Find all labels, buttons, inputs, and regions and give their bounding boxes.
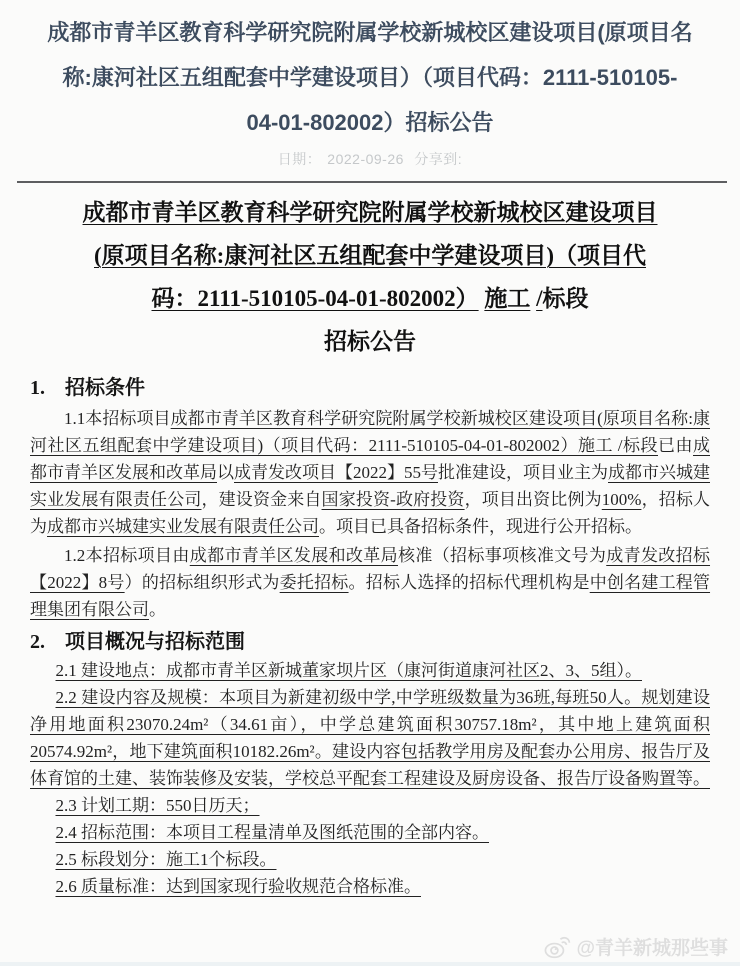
weibo-icon <box>543 935 571 959</box>
paragraph-1-2: 1.2本招标项目由成都市青羊区发展和改革局核准（招标事项核准文号为成青发改招标【2022】8号）的招标组织形式为委托招标。招标人选择的招标代理机构是中创名建工程管理集团有限公司。 <box>30 546 711 619</box>
paragraph-1-1: 1.1本招标项目成都市青羊区教育科学研究院附属学校新城校区建设项目(原项目名称:康河社区五组配套中学建设项目)（项目代码：2111-510105-04-01-802002）施工 /标段已由成都市青羊区发展和改革局以成青发改项目【2022】55号批准建设，项目业主为成都市兴城建实业发展有限责任公司，建设资金来自国家投资-政府投资，项目出资比例为100%，招标人为成都市兴城建实业发展有限责任公司。项目已具备招标条件，现进行公开招标。 <box>30 409 711 536</box>
watermark-text: @青羊新城那些事 <box>576 938 728 959</box>
date-value: 2022-09-26 <box>327 151 404 167</box>
page-title: 成都市青羊区教育科学研究院附属学校新城校区建设项目(原项目名 称:康河社区五组配套中学建设项目）（项目代码：2111-510105- 04-01-802002）招标公告 <box>47 20 693 135</box>
item-2-3: 2.3 计划工期：550日历天； <box>55 796 260 815</box>
announcement-header <box>0 0 740 169</box>
document-title: 成都市青羊区教育科学研究院附属学校新城校区建设项目 (原项目名称:康河社区五组配套中学建设项目)（项目代 码：2111-510105-04-01-802002） 施工 /标段 招标公告 <box>82 200 658 354</box>
dateline <box>0 149 740 169</box>
bottom-edge-strip <box>0 962 740 966</box>
section-1-heading: 1. 招标条件 <box>30 377 145 399</box>
document-body <box>0 191 740 900</box>
header-divider <box>17 181 727 183</box>
item-2-6: 2.6 质量标准：达到国家现行验收规范合格标准。 <box>55 877 421 896</box>
item-2-5: 2.5 标段划分：施工1个标段。 <box>55 850 277 869</box>
item-2-1: 2.1 建设地点：成都市青羊区新城董家坝片区（康河街道康河社区2、3、5组）。 <box>55 661 642 680</box>
watermark <box>543 933 728 960</box>
item-2-4: 2.4 招标范围：本项目工程量清单及图纸范围的全部内容。 <box>55 823 489 842</box>
share-label[interactable]: 分享到: <box>414 151 463 167</box>
section-2-heading: 2. 项目概况与招标范围 <box>30 631 245 653</box>
date-label: 日期： <box>277 151 322 167</box>
item-2-2: 2.2 建设内容及规模：本项目为新建初级中学,中学班级数量为36班,每班50人。规划建设净用地面积23070.24m²（34.61亩），中学总建筑面积30757.18m²，其中地上建筑面积20574.92m²，地下建筑面积10182.26m²。建设内容包括教学用房及配套办公用房、报告厅及体育馆的土建、装饰装修及安装，学校总平配套工程建设及厨房设备、报告厅设备购置等。 <box>30 688 710 788</box>
